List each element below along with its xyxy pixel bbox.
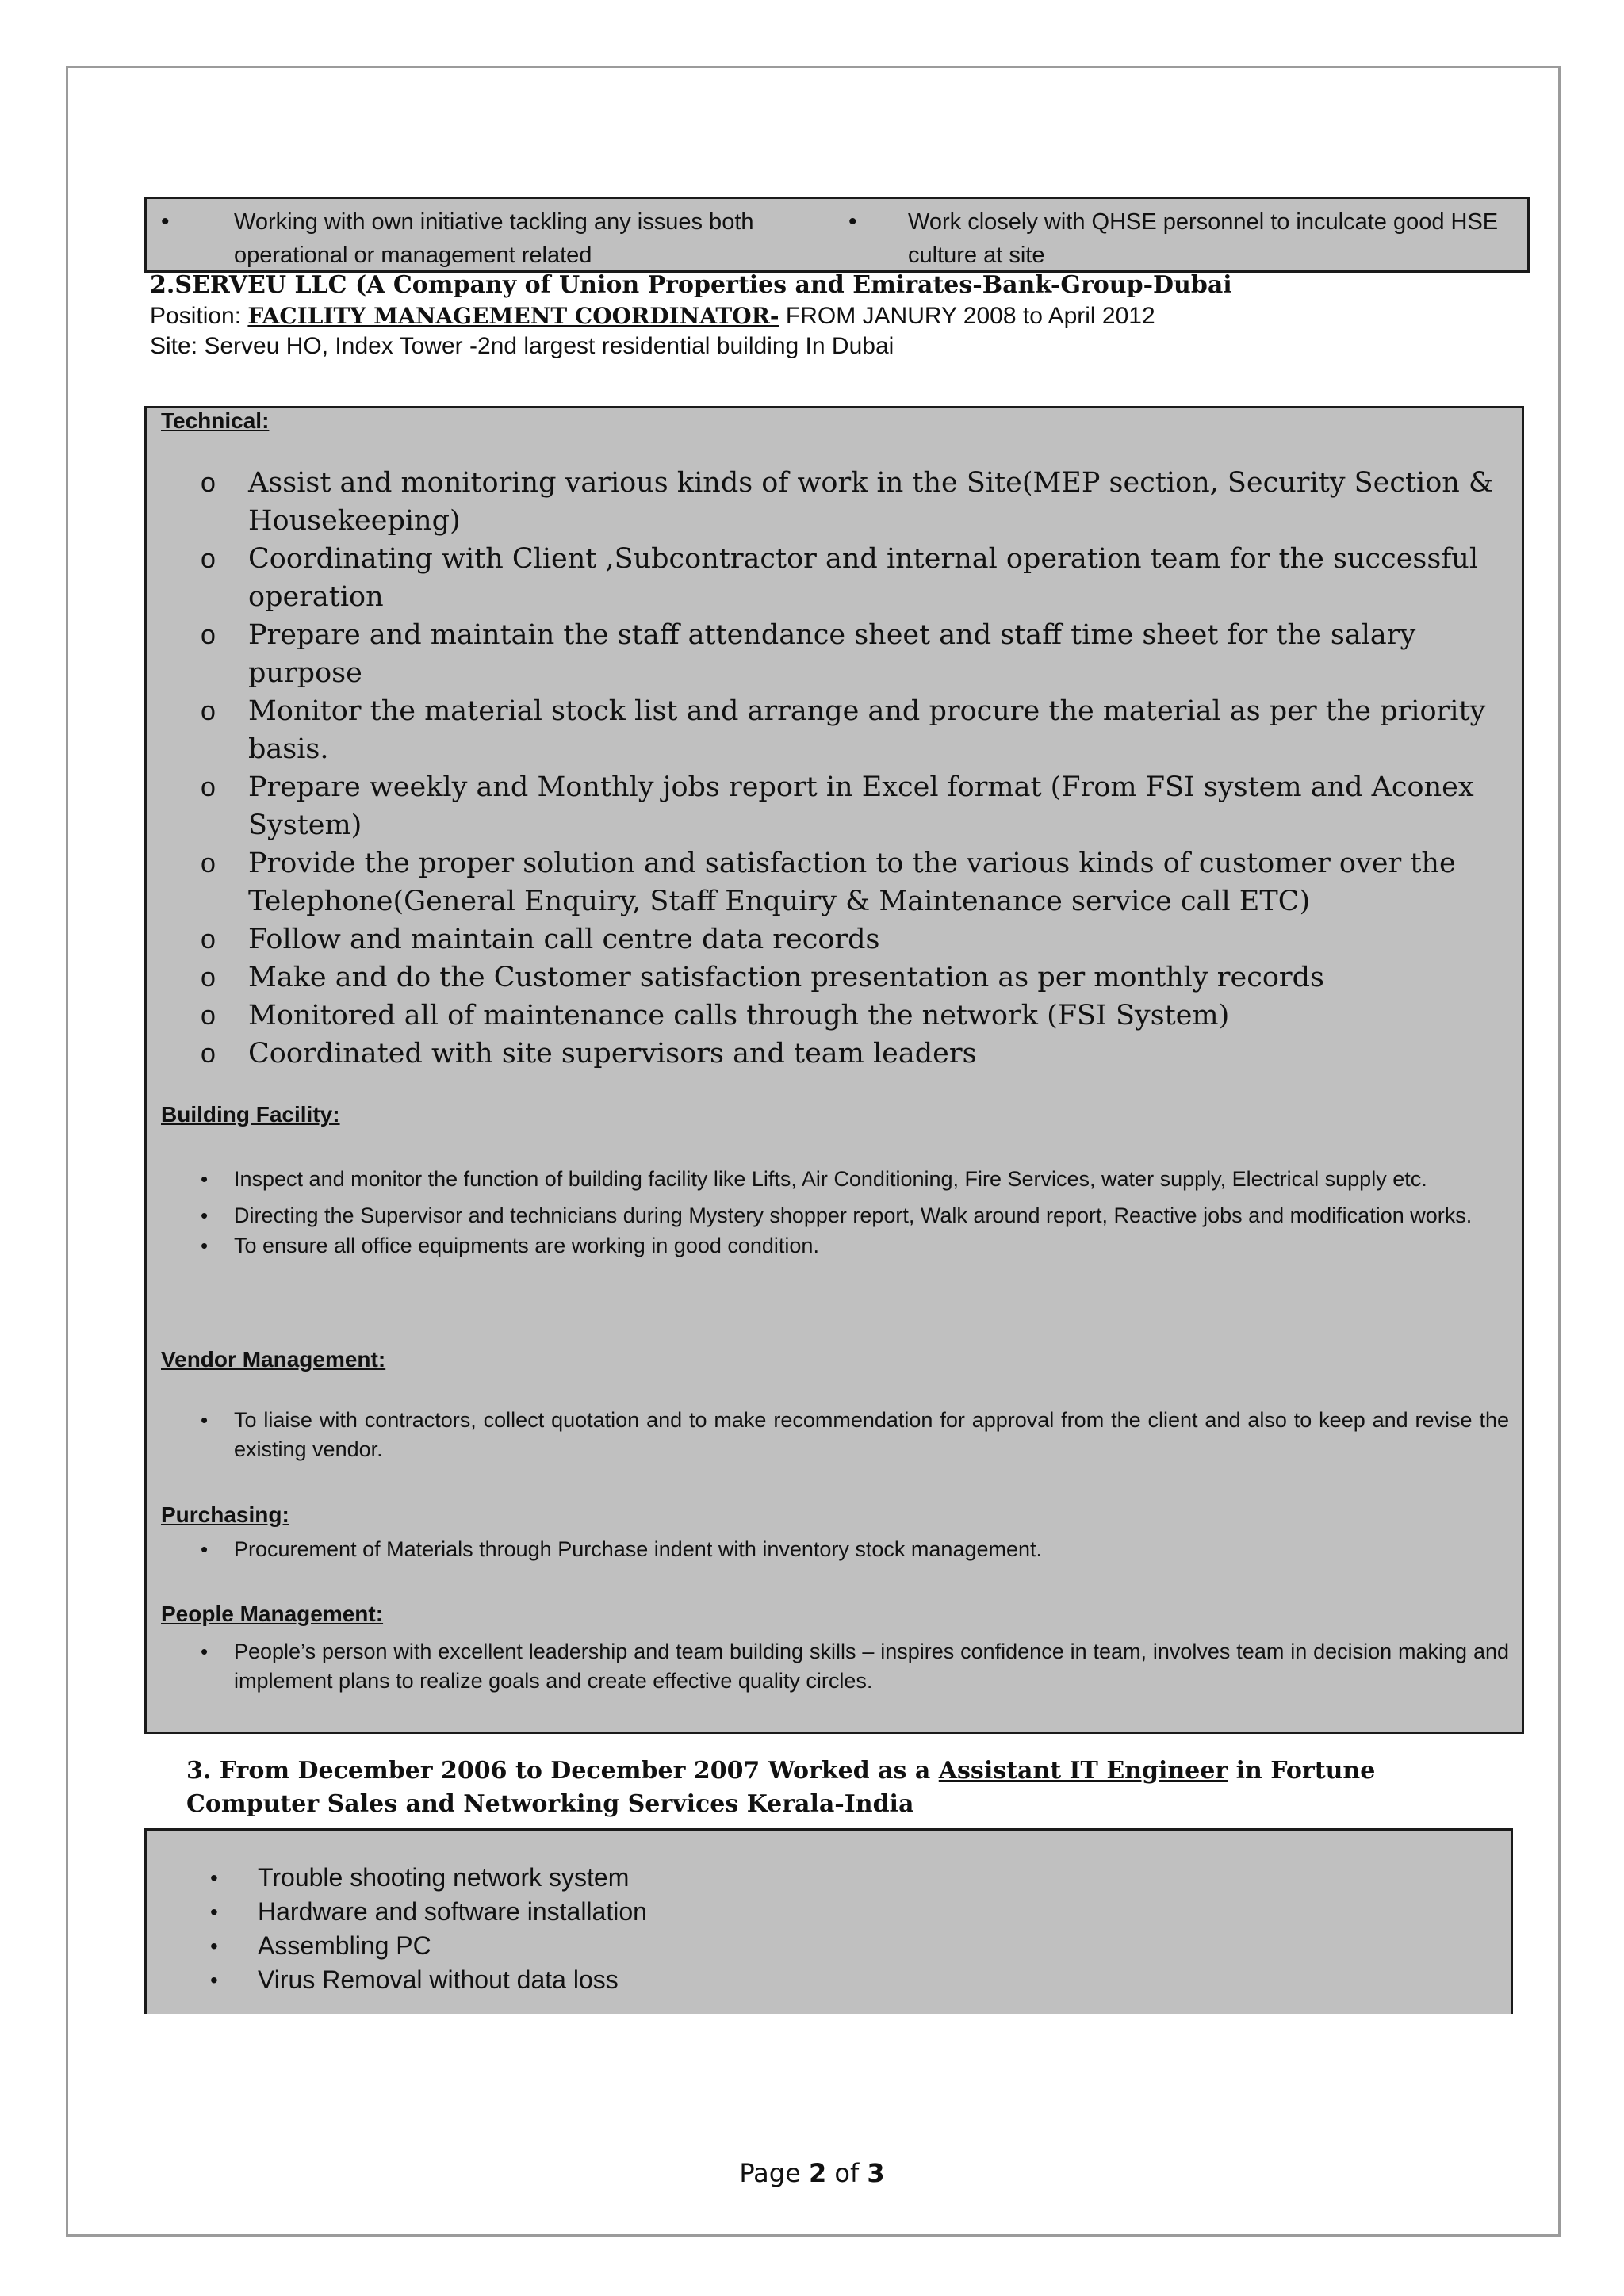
list-item: o Make and do the Customer satisfaction presentation as per monthly records xyxy=(201,959,1501,997)
list-item: o Coordinating with Client ,Subcontractor and internal operation team for the successful operation xyxy=(201,540,1501,616)
list-item: • Directing the Supervisor and technicians during Mystery shopper report, Walk around report, Reactive jobs and modification works. xyxy=(201,1203,1473,1227)
building-facility-heading: Building Facility: xyxy=(161,1102,340,1127)
bullet-marker: • xyxy=(201,1234,209,1257)
position-period: FROM JANURY 2008 to April 2012 xyxy=(779,303,1155,329)
list-item: • Hardware and software installation xyxy=(210,1895,647,1929)
people-management-heading: People Management: xyxy=(161,1601,384,1626)
circle-marker: o xyxy=(201,962,216,993)
page-total: 3 xyxy=(867,2158,885,2188)
top-skill-left-text: Working with own initiative tackling any issues both operational or management related xyxy=(234,209,754,268)
top-skill-right-text: Work closely with QHSE personnel to inculcate good HSE culture at site xyxy=(908,209,1499,268)
bullet-marker: • xyxy=(201,1203,209,1227)
page-number: 2 xyxy=(808,2158,827,2188)
bullet-marker: • xyxy=(201,1640,209,1663)
role-title: Assistant IT Engineer xyxy=(938,1757,1228,1785)
position-label: Position: xyxy=(150,303,248,329)
list-item: o Monitored all of maintenance calls through the network (FSI System) xyxy=(201,997,1501,1035)
bullet-marker: • xyxy=(848,209,857,235)
circle-marker: o xyxy=(201,1001,216,1031)
circle-marker: o xyxy=(201,620,216,650)
list-item: • Assembling PC xyxy=(210,1929,647,1963)
bullet-marker: • xyxy=(210,1968,218,1992)
bullet-marker: • xyxy=(210,1900,218,1924)
purchasing-list xyxy=(201,1536,1509,1563)
circle-marker: o xyxy=(201,1039,216,1069)
list-item: o Assist and monitoring various kinds of work in the Site(MEP section, Security Section & Housekeeping) xyxy=(201,464,1501,540)
circle-marker: o xyxy=(201,924,216,955)
top-skills-box xyxy=(144,197,1530,273)
section-3-heading: 3. From December 2006 to December 2007 Worked as a Assistant IT Engineer in Fortune Computer Sales and Networking Services Kerala-India xyxy=(186,1757,1376,1818)
technical-list xyxy=(201,464,1501,1073)
company-heading: 2.SERVEU LLC (A Company of Union Properties and Emirates-Bank-Group-Dubai xyxy=(150,271,1232,299)
list-item: • Virus Removal without data loss xyxy=(210,1963,647,1997)
list-item: o Provide the proper solution and satisfaction to the various kinds of customer over the Telephone(General Enquiry, Staff Enquiry & Maintenance service call ETC) xyxy=(201,844,1501,920)
list-item: o Monitor the material stock list and arrange and procure the material as per the priority basis. xyxy=(201,692,1501,768)
list-item: o Coordinated with site supervisors and team leaders xyxy=(201,1035,1501,1073)
list-item: • To liaise with contractors, collect quotation and to make recommendation for approval from the client and also to keep and revise the existing vendor. xyxy=(201,1406,1509,1464)
vendor-management-heading: Vendor Management: xyxy=(161,1347,386,1372)
page-footer: Page 2 of 3 xyxy=(739,2158,885,2188)
list-item: o Prepare weekly and Monthly jobs report in Excel format (From FSI system and Aconex System) xyxy=(201,768,1501,844)
it-engineer-box xyxy=(144,1828,1513,2014)
bullet-marker: • xyxy=(161,209,170,235)
bullet-marker: • xyxy=(210,1866,218,1890)
bullet-marker: • xyxy=(210,1934,218,1958)
list-item: o Follow and maintain call centre data records xyxy=(201,920,1501,959)
circle-marker: o xyxy=(201,848,216,878)
position-title: FACILITY MANAGEMENT COORDINATOR- xyxy=(247,303,779,329)
people-management-list xyxy=(201,1637,1509,1696)
circle-marker: o xyxy=(201,468,216,498)
list-item: • To ensure all office equipments are working in good condition. xyxy=(201,1234,819,1257)
responsibilities-box xyxy=(144,406,1524,1734)
list-item: • People’s person with excellent leadership and team building skills – inspires confidence in team, involves team in decision making and implement plans to realize goals and create effective quality circles. xyxy=(201,1637,1509,1696)
bullet-marker: • xyxy=(201,1408,209,1432)
site-line: Site: Serveu HO, Index Tower -2nd largest residential building In Dubai xyxy=(150,333,894,359)
it-duties-list xyxy=(210,1861,647,1997)
vendor-management-list xyxy=(201,1406,1509,1464)
bullet-marker: • xyxy=(201,1167,209,1191)
circle-marker: o xyxy=(201,544,216,574)
bullet-marker: • xyxy=(201,1537,209,1561)
list-item: • Trouble shooting network system xyxy=(210,1861,647,1895)
circle-marker: o xyxy=(201,696,216,726)
purchasing-heading: Purchasing: xyxy=(161,1502,289,1527)
position-line xyxy=(150,303,1155,330)
technical-heading: Technical: xyxy=(161,408,270,433)
circle-marker: o xyxy=(201,772,216,802)
list-item: • Procurement of Materials through Purchase indent with inventory stock management. xyxy=(201,1537,1043,1561)
list-item: • Inspect and monitor the function of building facility like Lifts, Air Conditioning, Fire Services, water supply, Electrical supply etc. xyxy=(201,1167,1427,1191)
building-facility-list xyxy=(201,1165,1509,1259)
list-item: o Prepare and maintain the staff attendance sheet and staff time sheet for the salary purpose xyxy=(201,616,1501,692)
